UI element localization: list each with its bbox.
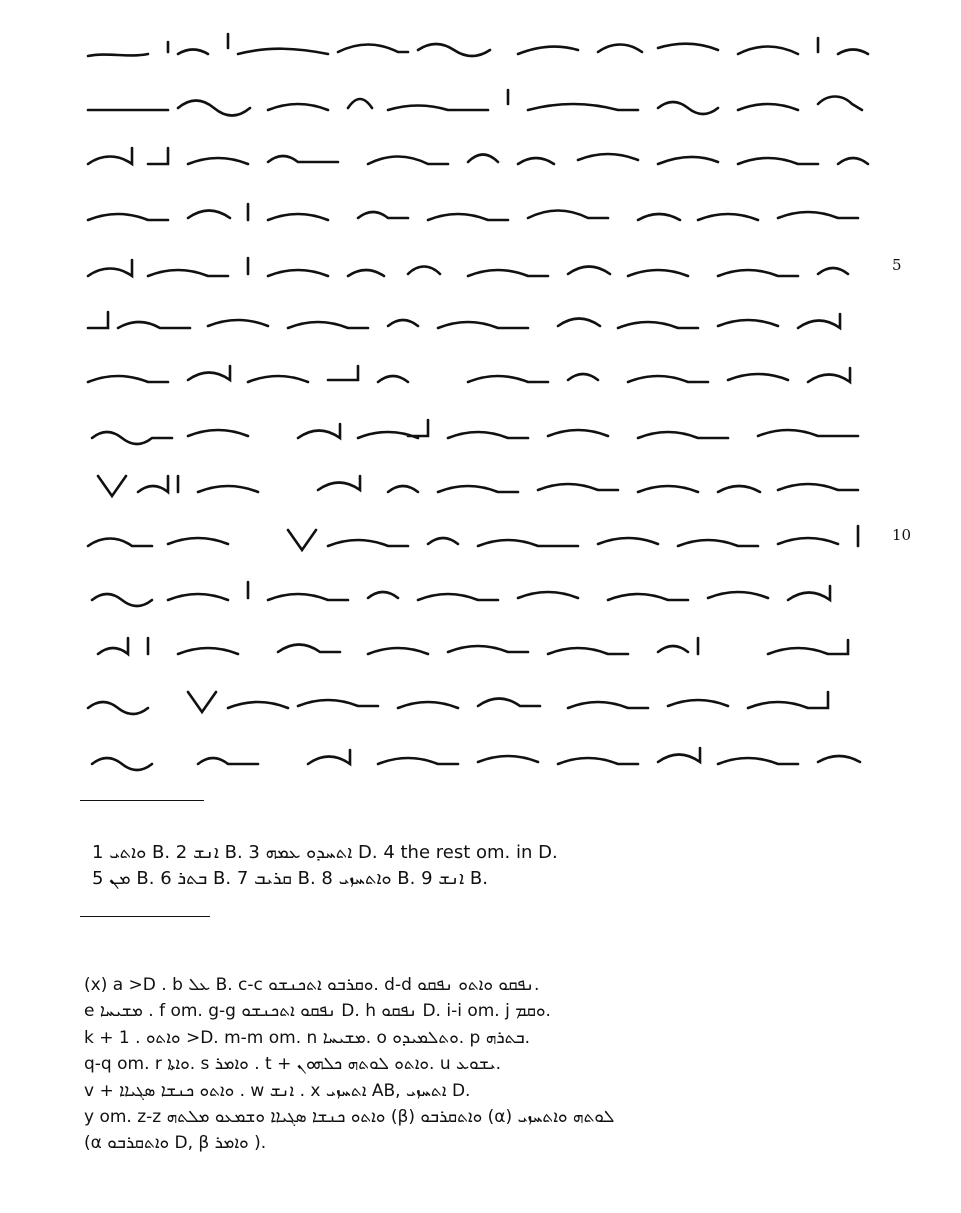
syriac-text-line-7	[78, 346, 878, 396]
notes-line-7: (α ܘܐܬܩܪܒܘ D, β ܘܐܡܪ ).	[84, 1133, 267, 1154]
apparatus-line-1: 1 ܘܐܬܝ B. 2 ܐܢܫ B. 3 ܐܬܚܕܘ ܥܡܗ D. 4 the rest om. in D.	[92, 842, 558, 863]
notes-line-2: e ܡܫܝܚܐ . f om. g-g ܢܦܩܘ ܐܬܟܢܫܘ D. h ܢܦܩܘ D. i-i om. j ܘܩܡ.	[84, 1001, 551, 1022]
notes-line-5: v + ܘܐܬܘ ܟܢܫܐ ܣܓܝܐܐ . w ܐܢܫ . x ܐܬܚܙܝ AB, ܐܬܚܙܝ D.	[84, 1080, 471, 1101]
line-number-10: 10	[892, 526, 912, 544]
syriac-text-line-4	[78, 184, 878, 234]
notes-line-6: y om. z-z ܘܐܬܘ ܟܢܫܐ ܣܓܝܐܐ ܘܫܡܥܘ ܡܠܬܗ (β) ܘܐܬܩܪܒܘ (α) ܠܘܬܗ ܘܐܬܚܙܝ	[84, 1107, 615, 1128]
syriac-text-line-11	[78, 564, 878, 614]
syriac-text-line-1	[78, 18, 878, 68]
syriac-text-line-2	[78, 74, 878, 124]
notes-line-3: k + ܘܐܬܘ . 1 >D. m-m om. n ܡܫܝܚܐ. o ܘܬܠܡܝܕܘ. p ܒܬܪܗ.	[84, 1027, 531, 1048]
syriac-text-line-14	[78, 728, 878, 778]
syriac-text-line-10	[78, 510, 878, 560]
line-number-5: 5	[892, 256, 902, 274]
syriac-text-line-9	[78, 456, 878, 506]
syriac-text-line-8	[78, 402, 878, 452]
syriac-text-line-12	[78, 618, 878, 668]
notes-line-1: (x) a >D . b ܥܠ B. c-c ܘܩܪܒܘ ܐܬܟܢܫܘ. d-d ܢܦܩܘ ܘܐܬܘ ܢܦܩܘ.	[84, 975, 540, 995]
syriac-text-line-3	[78, 128, 878, 178]
syriac-text-line-6	[78, 292, 878, 342]
critical-apparatus	[92, 840, 892, 892]
apparatus-line-2: 5 ܡܢ B. 6 ܒܬܪ B. 7 ܩܪܝܒ B. 8 ܘܐܬܚܙܝ B. 9 ܐܢܫ B.	[92, 868, 488, 889]
separator-rule-1	[80, 800, 204, 801]
syriac-text-line-13	[78, 672, 878, 722]
separator-rule-2	[80, 916, 210, 917]
notes-line-4: q-q om. r ܘܐܬܐ. s ܘܐܡܪ . t + ܘܐܬܘ ܠܘܬܗ ܟܠܗܘܢ. u ܝܫܘܥ.	[84, 1054, 501, 1075]
variant-notes	[84, 972, 884, 1157]
syriac-text-line-5	[78, 240, 878, 290]
